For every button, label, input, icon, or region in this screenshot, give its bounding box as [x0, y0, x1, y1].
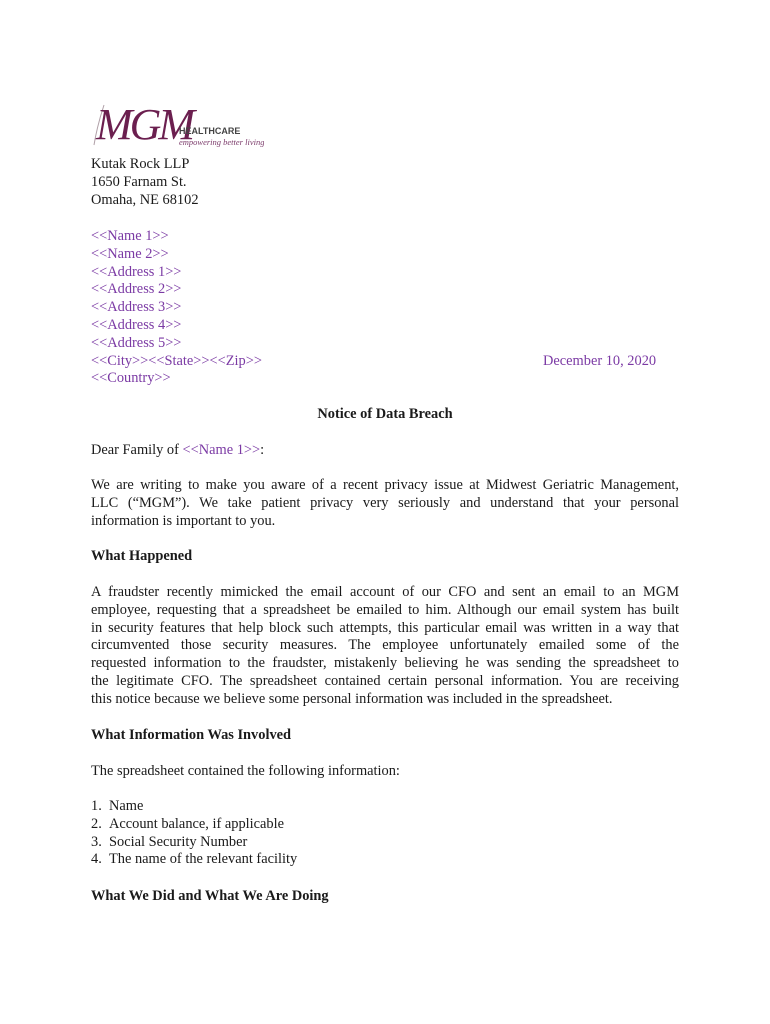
recipient-address-5: <<Address 5>>: [91, 334, 182, 351]
paragraph-line: circumvented those security measures. The employee unfortunately emailed some of the: [91, 637, 679, 654]
recipient-city-state-zip: <<City>><<State>><<Zip>>: [91, 352, 262, 369]
what-we-did-heading: What We Did and What We Are Doing: [91, 888, 329, 904]
logo-sub: HEALTHCARE: [179, 126, 241, 136]
list-text: Social Security Number: [109, 833, 248, 850]
intro-line: We are writing to make you aware of a recent privacy issue at Midwest Geriatric Management,: [91, 477, 679, 493]
salutation-prefix: Dear Family of: [91, 442, 183, 458]
recipient-country: <<Country>>: [91, 370, 171, 387]
sender-address: [91, 156, 679, 209]
recipient-address-1: <<Address 1>>: [91, 263, 182, 280]
info-involved-heading: What Information Was Involved: [91, 727, 292, 743]
paragraph-line: employee, requesting that a spreadsheet be emailed to him. Although our email system has built: [91, 601, 679, 618]
recipient-address-4: <<Address 4>>: [91, 316, 182, 333]
list-text: Name: [109, 798, 144, 814]
recipient-name-2: <<Name 2>>: [91, 245, 169, 262]
list-number: 4.: [91, 851, 102, 868]
letter-title: Notice of Data Breach: [317, 406, 453, 422]
what-happened-heading: What Happened: [91, 548, 193, 564]
list-number: 3.: [91, 833, 102, 850]
recipient-address-2: <<Address 2>>: [91, 281, 182, 298]
list-text: The name of the relevant facility: [109, 851, 298, 868]
list-item: [91, 816, 679, 834]
list-item: [91, 851, 679, 869]
paragraph-line: this notice because we believe some personal information was included in the spreadsheet.: [91, 690, 613, 707]
letter-date: December 10, 2020: [543, 353, 657, 369]
sender-line-3: Omaha, NE 68102: [91, 191, 199, 208]
salutation-merge-name: <<Name 1>>: [182, 442, 261, 458]
info-involved-intro: The spreadsheet contained the following information:: [91, 763, 400, 779]
paragraph-line: requested information to the fraudster, mistakenly believing he was sending the spreadsheet to: [91, 655, 679, 672]
intro-paragraph: [91, 477, 679, 530]
what-happened-paragraph: [91, 584, 679, 709]
info-list: [91, 798, 679, 869]
list-item: [91, 798, 679, 816]
recipient-name-1: <<Name 1>>: [91, 228, 169, 244]
paragraph-line: A fraudster recently mimicked the email account of our CFO and sent an email to an MGM: [91, 584, 679, 600]
intro-line: information is important to you.: [91, 512, 276, 529]
salutation-suffix: :: [260, 442, 265, 458]
recipient-address-3: <<Address 3>>: [91, 299, 182, 316]
salutation: [91, 442, 679, 460]
list-number: 1.: [91, 798, 102, 814]
sender-line-2: 1650 Farnam St.: [91, 173, 187, 190]
mgm-healthcare-logo: [92, 95, 264, 151]
logo-brand: MGM: [96, 100, 193, 149]
list-item: [91, 834, 679, 852]
logo-tagline: empowering better living: [179, 137, 264, 147]
intro-line: LLC (“MGM”). We take patient privacy very seriously and understand that your personal: [91, 494, 679, 511]
list-number: 2.: [91, 815, 102, 832]
paragraph-line: in security features that help block such attempts, this particular email was written in a way that: [91, 619, 679, 636]
list-text: Account balance, if applicable: [109, 815, 284, 832]
sender-line-1: Kutak Rock LLP: [91, 156, 190, 172]
paragraph-line: the legitimate CFO. The spreadsheet contained certain personal information. You are receiving: [91, 672, 679, 689]
